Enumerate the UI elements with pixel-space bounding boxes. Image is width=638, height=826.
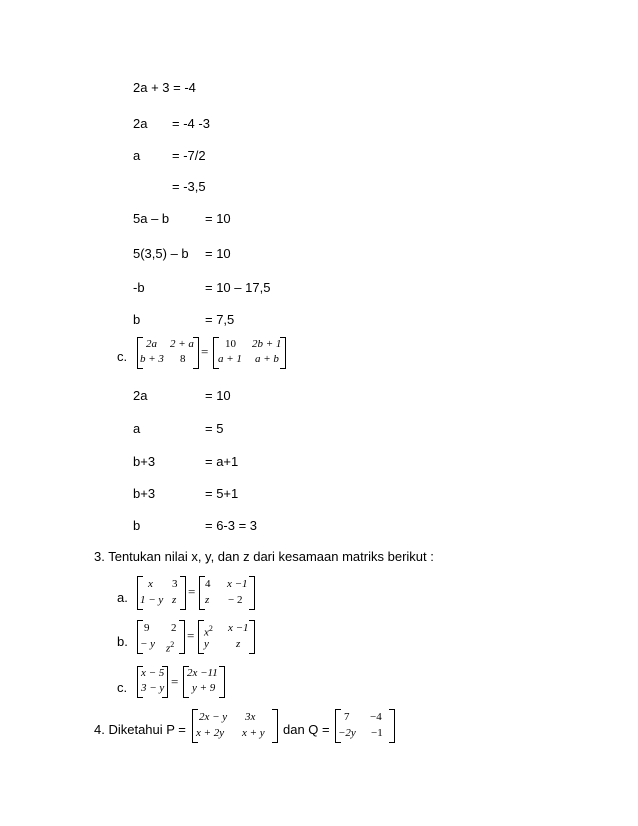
matrix-cell: z [236, 638, 241, 650]
step-rhs: = 10 [205, 388, 231, 403]
matrix-cell: 3x [245, 711, 256, 723]
step-rhs: = 5+1 [205, 486, 239, 501]
step-rhs: = -7/2 [172, 148, 206, 163]
matrix-cell: $z^2$ [166, 640, 175, 655]
matrix-cell: 2a [146, 338, 157, 350]
equals-sign: = [201, 344, 209, 359]
equals-sign: = [171, 674, 179, 689]
matrix-cell: x −1 [228, 622, 249, 634]
step-rhs: = 7,5 [205, 312, 235, 327]
matrix-cell: 3 [172, 578, 178, 590]
matrix-cell: −4 [370, 711, 382, 723]
matrix-cell: $x^2$ [204, 624, 213, 639]
step-rhs: = 10 – 17,5 [205, 280, 271, 295]
step-rhs: = a+1 [205, 454, 239, 469]
matrix-cell: 2b + 1 [252, 338, 282, 350]
q3c-label: c. [117, 680, 128, 695]
step-lhs: b+3 [133, 486, 156, 501]
matrix-cell: 1 − y [140, 594, 164, 606]
step-rhs: = -3,5 [172, 179, 206, 194]
part-c-label: c. [117, 349, 128, 364]
question-3-text: 3. Tentukan nilai x, y, dan z dari kesamaan matriks berikut : [94, 549, 434, 564]
q3b-label: b. [117, 634, 128, 649]
step-lhs: 2a [133, 388, 148, 403]
question-4-text: 4. Diketahui P = [94, 722, 186, 737]
matrix-cell: a + 1 [218, 353, 242, 365]
matrix-cell: y [204, 638, 209, 650]
matrix-cell: −2y [338, 727, 356, 739]
step-lhs: 2a [133, 116, 148, 131]
step-rhs: = 10 [205, 211, 231, 226]
step-lhs: a [133, 421, 141, 436]
step-rhs: = 6-3 = 3 [205, 518, 258, 533]
step-lhs: 5a – b [133, 211, 170, 226]
matrix-cell: 2 [171, 622, 177, 634]
matrix-cell: − y [140, 638, 156, 650]
matrix-cell: 2 + a [170, 338, 194, 350]
q4-and-q-label: dan Q = [283, 722, 330, 737]
step-lhs: -b [133, 280, 145, 295]
matrix-cell: z [172, 594, 177, 606]
equals-sign: = [187, 628, 195, 643]
step-lhs: 5(3,5) – b [133, 246, 189, 261]
matrix-cell: 2x − y [199, 711, 228, 723]
matrix-cell: x + y [242, 727, 265, 739]
step-lhs: b [133, 518, 141, 533]
matrix-cell: −1 [371, 727, 383, 739]
matrix-cell: 10 [225, 338, 236, 350]
matrix-cell: 2x −11 [187, 667, 218, 679]
matrix-cell: 7 [344, 711, 350, 723]
matrix-cell: 8 [180, 353, 186, 365]
matrix-cell: y + 9 [192, 682, 216, 694]
step-lhs: b [133, 312, 141, 327]
step-line: 2a + 3 = -4 [133, 80, 196, 95]
matrix-cell: a + b [255, 353, 279, 365]
matrix-cell: z [205, 594, 210, 606]
matrix-cell: x −1 [227, 578, 248, 590]
matrix-cell: 9 [144, 622, 150, 634]
equals-sign: = [188, 584, 196, 599]
matrix-cell: x [148, 578, 153, 590]
step-lhs: a [133, 148, 141, 163]
matrix-cell: x + 2y [196, 727, 225, 739]
matrix-cell: − 2 [228, 594, 243, 606]
step-rhs: = 10 [205, 246, 231, 261]
step-lhs: b+3 [133, 454, 156, 469]
step-rhs: = -4 -3 [172, 116, 210, 131]
matrix-cell: b + 3 [140, 353, 164, 365]
matrix-cell: 4 [205, 578, 211, 590]
q3a-label: a. [117, 590, 128, 605]
matrix-cell: x − 5 [141, 667, 165, 679]
matrix-cell: 3 − y [141, 682, 165, 694]
step-rhs: = 5 [205, 421, 224, 436]
